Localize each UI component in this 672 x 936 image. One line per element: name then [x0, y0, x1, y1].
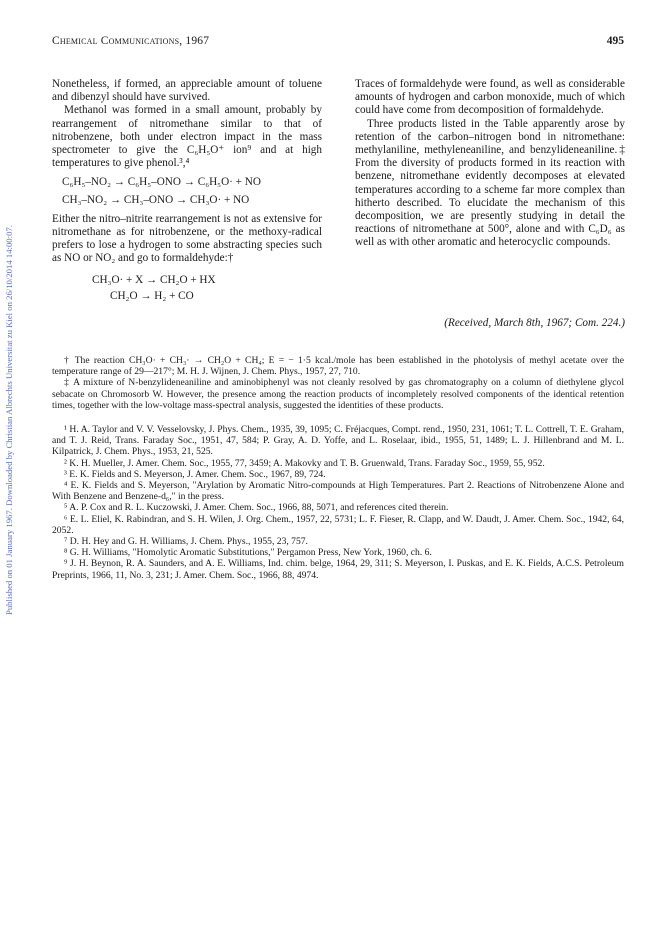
received-line: (Received, March 8th, 1967; Com. 224.)	[444, 317, 625, 329]
left-paragraph-1: Nonetheless, if formed, an appreciable amount of toluene and dibenzyl should have survived.	[52, 78, 322, 104]
download-watermark: Published on 01 January 1967. Downloaded by Christian Albrechts Universitat zu Kiel on 26/10/2014 14:00:07.	[4, 225, 14, 615]
left-paragraph-3: Either the nitro–nitrite rearrangement is not as extensive for nitromethane as for nitrobenzene, or the methoxy-radical prefers to lose a hydrogen to some abstracting species such as NO or NO₂ and go to formaldehyde:†	[52, 212, 322, 265]
reference-7: ⁷ D. H. Hey and G. H. Williams, J. Chem. Phys., 1955, 23, 757.	[64, 536, 308, 548]
reference-4: ⁴ E. K. Fields and S. Meyerson, "Arylation by Aromatic Nitro-compounds at High Temperatures. Part 2. Reactions of Nitrobenzene Alone and With Benzene and Benzene-d₆," in the press.	[52, 480, 624, 503]
reference-6: ⁶ E. L. Eliel, K. Rabindran, and S. H. Wilen, J. Org. Chem., 1957, 22, 5731; L. F. Fieser, R. Clapp, and W. Daudt, J. Amer. Chem. Soc., 1942, 64, 2052.	[52, 513, 624, 536]
equation-nitrobenzene: C₆H₅–NO₂ → C₆H₅–ONO → C₆H₅O· + NO	[62, 176, 261, 189]
equation-block-2	[52, 274, 322, 303]
reference-2: ² K. H. Mueller, J. Amer. Chem. Soc., 1955, 77, 3459; A. Makovky and T. B. Gruenwald, Trans. Faraday Soc., 1959, 55, 952.	[64, 457, 545, 469]
footnotes	[52, 355, 624, 411]
equation-block-1	[52, 176, 322, 206]
right-paragraph-1: Traces of formaldehyde were found, as well as considerable amounts of hydrogen and carbon monoxide, much of which could have come from decomposition of formaldehyde.	[355, 78, 625, 117]
journal-title: Chemical Communications, 1967	[52, 35, 210, 47]
equation-formaldehyde: CH₂O → H₂ + CO	[110, 289, 194, 302]
left-column	[52, 78, 322, 309]
reference-8: ⁸ G. H. Williams, "Homolytic Aromatic Substitutions," Pergamon Press, New York, 1960, ch. 6.	[64, 547, 432, 559]
page-number: 495	[606, 35, 624, 47]
right-paragraph-2: Three products listed in the Table apparently arose by retention of the carbon–nitrogen bond in nitromethane: methylaniline, methyleneaniline, and benzylideneaniline.‡ From the diversity of products formed in its reaction with benzene, nitromethane evidently decomposes at elevated temperatures according to a scheme far more complex than hitherto described. To elucidate the mechanism of this decomposition, we are presently studying in detail the reactions of nitromethane at 500°, alone and with C₆D₆ as well as with other aromatic and heterocyclic compounds.	[355, 117, 625, 249]
reference-9: ⁹ J. H. Beynon, R. A. Saunders, and A. E. Williams, Ind. chim. belge, 1964, 29, 311; S. Meyerson, I. Puskas, and E. K. Fields, A.C.S. Petroleum Preprints, 1966, 11, No. 3, 231; J. Amer. Chem. Soc., 1966, 88, 4974.	[52, 558, 624, 581]
equation-methoxy: CH₃O· + X → CH₂O + HX	[92, 273, 216, 286]
reference-5: ⁵ A. P. Cox and R. L. Kuczowski, J. Amer. Chem. Soc., 1966, 88, 5071, and references cited therein.	[64, 502, 449, 514]
right-column	[355, 78, 625, 250]
footnote-double-dagger: ‡ A mixture of N-benzylideneaniline and aminobiphenyl was not cleanly resolved by gas chromatography on a column of diethylene glycol sebacate on Chromosorb W. However, the presence among the reaction products of incompletely resolved components of the identical retention times, together with the low-voltage mass-spectral analysis, suggested the identities of these products.	[52, 377, 624, 411]
equation-nitromethane: CH₃–NO₂ → CH₃–ONO → CH₃O· + NO	[62, 193, 250, 206]
footnote-dagger: † The reaction CH₃O· + CH₃· → CH₂O + CH₄; E = − 1·5 kcal./mole has been established in the photolysis of methyl acetate over the temperature range of 29—217°; M. H. J. Wijnen, J. Chem. Phys., 1957, 27, 710.	[52, 355, 624, 378]
reference-3: ³ E. K. Fields and S. Meyerson, J. Amer. Chem. Soc., 1967, 89, 724.	[64, 468, 326, 480]
references	[52, 424, 624, 581]
reference-1: ¹ H. A. Taylor and V. V. Vesselovsky, J. Phys. Chem., 1935, 39, 1095; C. Fréjacques, Compt. rend., 1950, 231, 1061; T. L. Cottrell, T. E. Graham, and T. J. Reid, Trans. Faraday Soc., 1951, 47, 584; P. Gray, A. D. Yoffe, and L. Roselaar, ibid., 1955, 51, 1489; L. J. Hillenbrand and M. L. Kilpatrick, J. Chem. Phys., 1953, 21, 525.	[52, 424, 624, 458]
left-paragraph-2: Methanol was formed in a small amount, probably by rearrangement of nitromethane similar to that of nitrobenzene, both under electron impact in the mass spectrometer to give the C₆H₅O⁺ ion⁹ and at high temperatures to give phenol.³,⁴	[52, 104, 322, 170]
page-header	[52, 35, 624, 51]
